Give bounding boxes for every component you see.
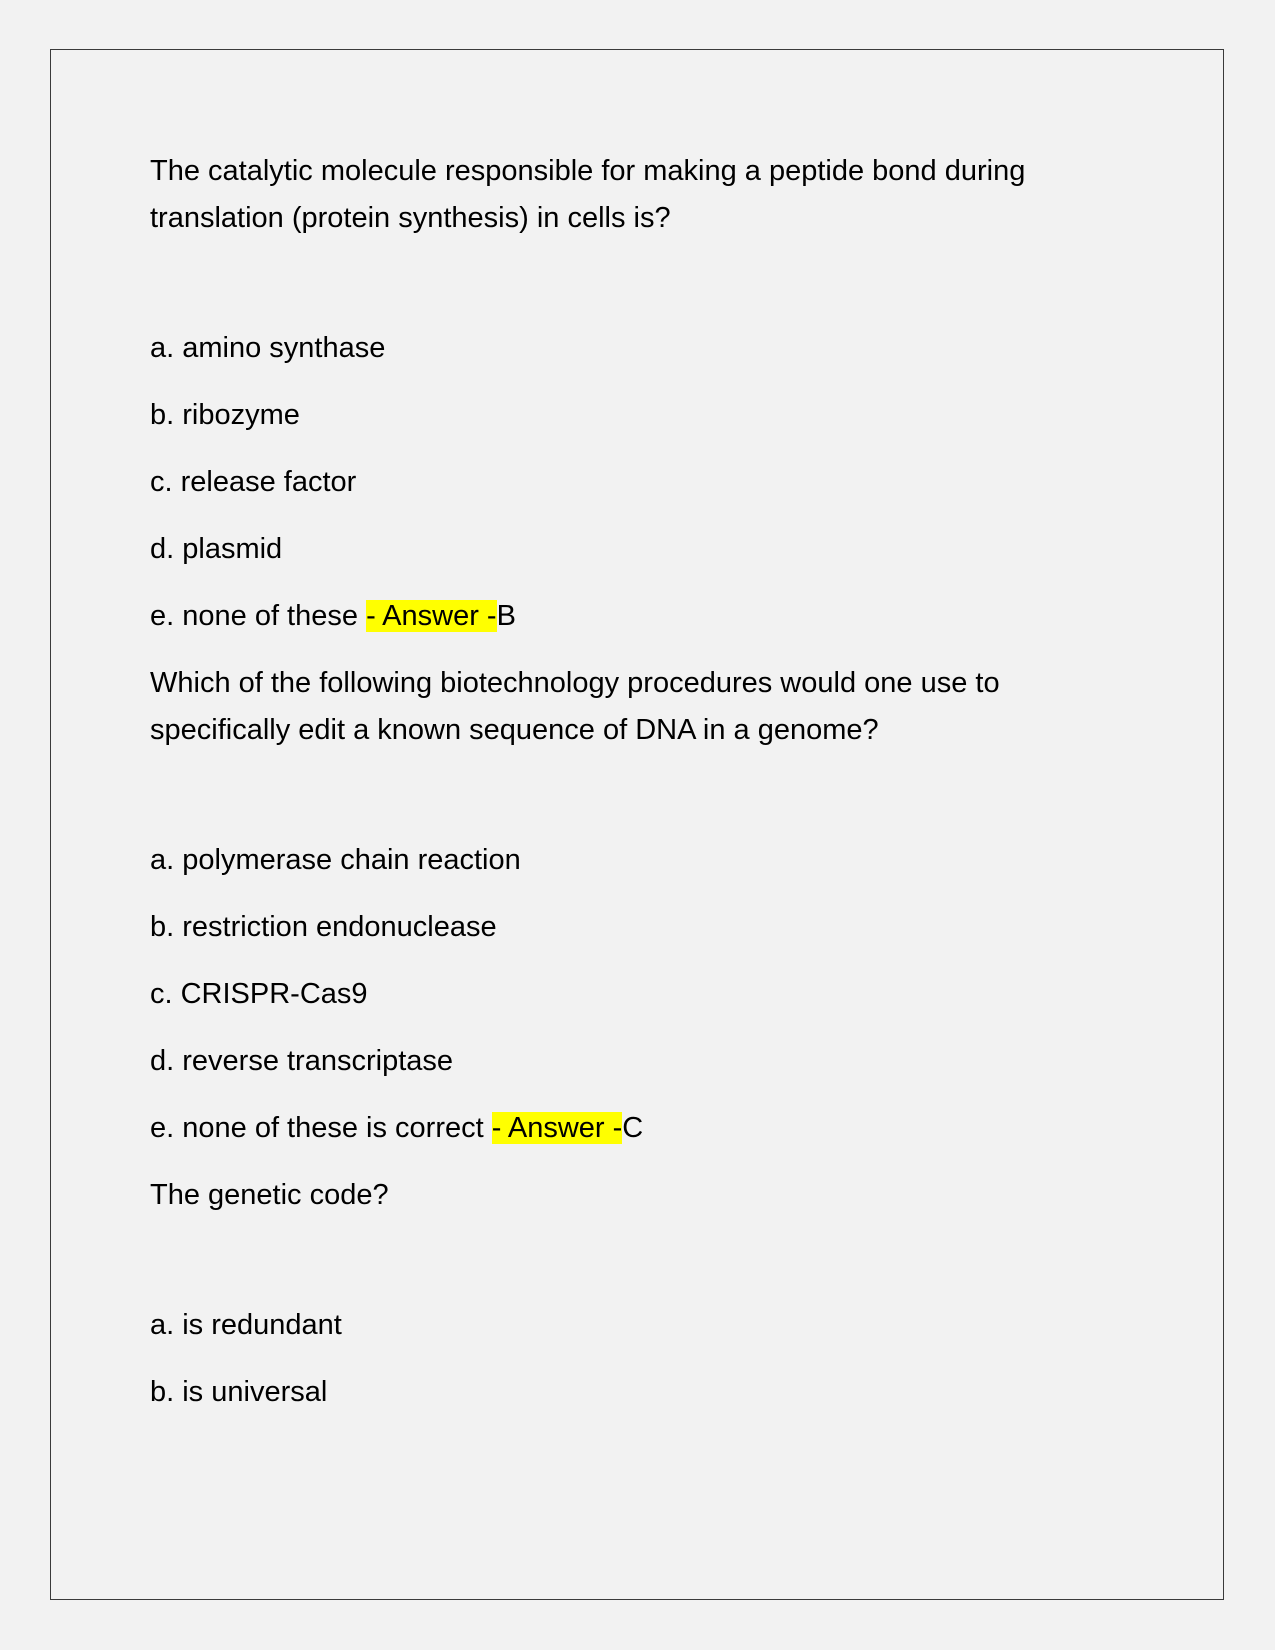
question-2-option-e-text: e. none of these is correct <box>150 1112 492 1144</box>
question-2-option-c: c. CRISPR-Cas9 <box>150 978 368 1010</box>
question-2-text: Which of the following biotechnology procedures would one use to specifically edit a known sequence of DNA in a genome? <box>150 667 1000 746</box>
question-3-option-b: b. is universal <box>150 1376 328 1408</box>
document-content <box>150 148 1100 1436</box>
question-2-option-b: b. restriction endonuclease <box>150 911 497 943</box>
question-2-option-d: d. reverse transcriptase <box>150 1045 454 1077</box>
question-1-answer-label: - Answer - <box>366 600 497 632</box>
question-2-answer-label: - Answer - <box>491 1112 623 1144</box>
question-1-answer-value: B <box>496 600 516 632</box>
question-2-option-e <box>150 1105 1100 1152</box>
question-1-spacer <box>150 242 1100 325</box>
question-1-option-c: c. release factor <box>150 466 357 498</box>
question-2-answer-value: C <box>622 1112 644 1144</box>
question-1-option-e-text: e. none of these <box>150 600 367 632</box>
question-1-option-e <box>150 593 1100 640</box>
question-1-text: The catalytic molecule responsible for making a peptide bond during translation (protein synthesis) in cells is? <box>150 155 1026 234</box>
question-3-option-a: a. is redundant <box>150 1309 342 1341</box>
question-1-option-a: a. amino synthase <box>150 332 386 364</box>
question-3-spacer <box>150 1219 1100 1302</box>
question-3-text: The genetic code? <box>150 1179 389 1211</box>
question-2-spacer <box>150 754 1100 837</box>
question-1-option-b: b. ribozyme <box>150 399 300 431</box>
question-1-option-d: d. plasmid <box>150 533 283 565</box>
question-2-option-a: a. polymerase chain reaction <box>150 844 521 876</box>
